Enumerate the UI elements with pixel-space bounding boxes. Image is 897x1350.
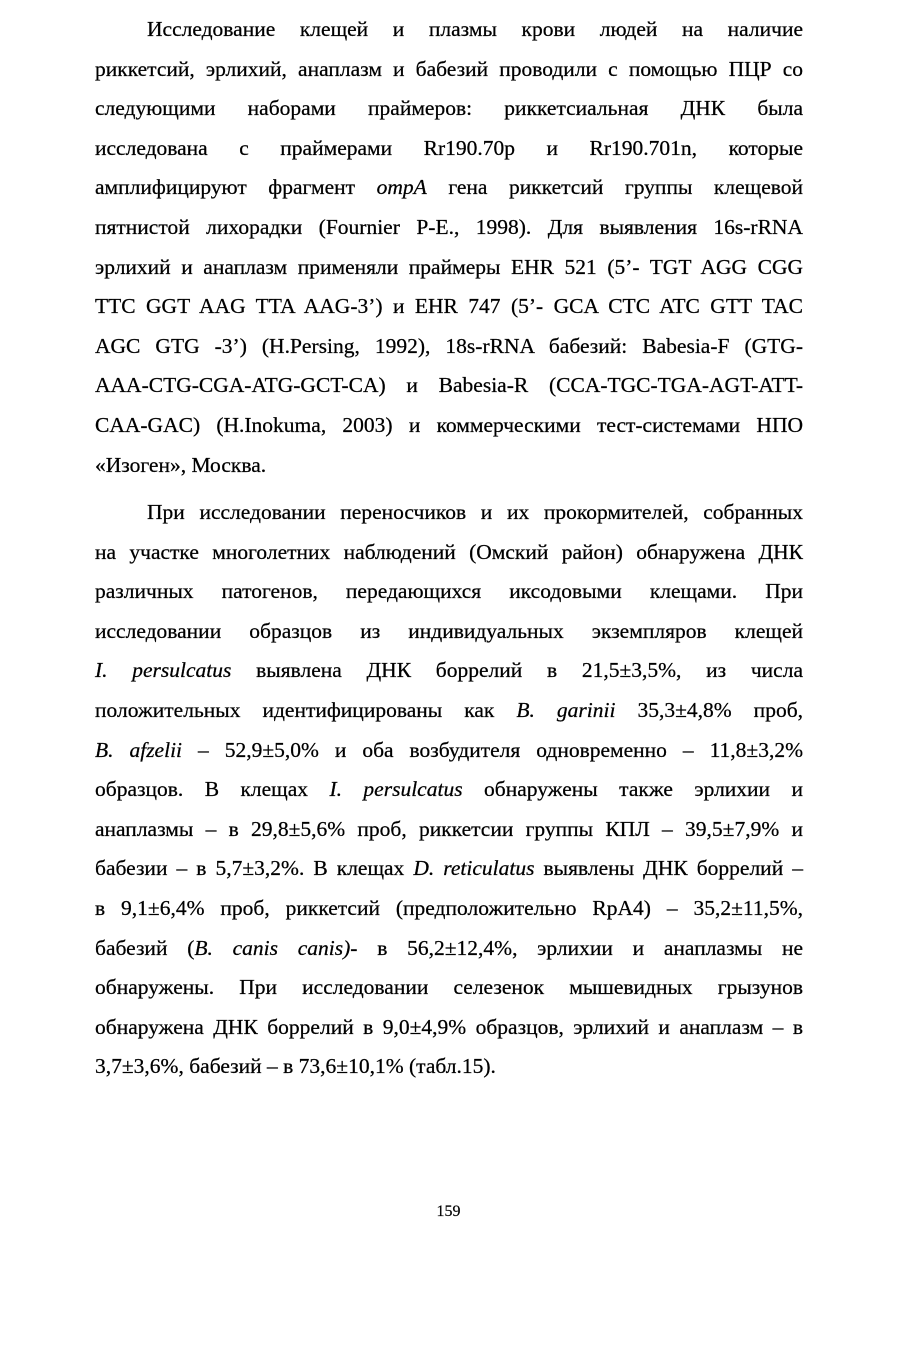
text-line: AAA-CTG-CGA-ATG-GCT-CA) и Babesia-R (CCA-TGC-TGA-AGT-ATT- (95, 373, 803, 398)
species-name-italic: I. persulcatus (329, 777, 463, 802)
text-line: исследована с праймерами Rr190.70p и Rr190.701n, которые (95, 135, 803, 160)
text-line (95, 168, 803, 208)
species-name-italic: I. persulcatus (95, 658, 232, 683)
species-name-italic: B. canis canis) (194, 935, 351, 960)
text-line (95, 849, 803, 889)
text-line: TTC GGT AAG TTA AAG-3’) и EHR 747 (5’- GCA CTC ATC GTT TAC (95, 294, 803, 319)
text-line: следующими наборами праймеров: риккетсиальная ДНК была (95, 96, 803, 121)
text-line: AGC GTG -3’) (H.Persing, 1992), 18s-rRNA бабезий: Babesia-F (GTG- (95, 333, 803, 358)
text-run: гена риккетсий группы клещевой (426, 175, 804, 200)
text-line: обнаружены. При исследовании селезенок мышевидных грызунов (95, 975, 803, 1000)
text-line: пятнистой лихорадки (Fournier P-E., 1998). Для выявления 16s-rRNA (95, 214, 803, 239)
text-line: в 9,1±6,4% проб, риккетсий (предположительно RpA4) – 35,2±11,5%, (95, 895, 803, 920)
text-run: бабезии – в 5,7±3,2%. В клещах (95, 856, 414, 881)
text-run: – 52,9±5,0% и оба возбудителя одновременно – 11,8±3,2% (182, 737, 804, 762)
text-run: положительных идентифицированы как (95, 697, 517, 722)
text-line: обнаружена ДНК боррелий в 9,0±4,9% образцов, эрлихий и анаплазм – в (95, 1014, 803, 1039)
text-line: на участке многолетних наблюдений (Омский район) обнаружена ДНК (95, 539, 803, 564)
text-line: Исследование клещей и плазмы крови людей на наличие (147, 17, 803, 41)
text-line: риккетсий, эрлихий, анаплазм и бабезий проводили с помощью ПЦР со (95, 56, 803, 81)
text-run: образцов. В клещах (95, 777, 330, 802)
text-line (95, 929, 803, 969)
text-line (95, 691, 803, 731)
text-run: бабезий ( (95, 935, 195, 960)
text-line: исследовании образцов из индивидуальных экземпляров клещей (95, 618, 803, 643)
text-line (95, 731, 803, 771)
species-name-italic: D. reticulatus (413, 856, 535, 881)
gene-name-italic: ompA (376, 175, 427, 200)
text-line: эрлихий и анаплазм применяли праймеры EHR 521 (5’- TGT AGG CGG (95, 254, 803, 279)
text-run: обнаружены также эрлихии и (462, 777, 803, 802)
text-run: выявлена ДНК боррелий в 21,5±3,5%, из числа (231, 658, 803, 683)
text-line: При исследовании переносчиков и их прокормителей, собранных (147, 500, 803, 524)
page-number: 159 (436, 1203, 461, 1220)
text-run: - в 56,2±12,4%, эрлихии и анаплазмы не (350, 935, 804, 960)
species-name-italic: B. afzelii (95, 737, 183, 762)
text-line: различных патогенов, передающихся иксодовыми клещами. При (95, 579, 803, 604)
paragraph-methods (95, 10, 803, 485)
paragraph-results (95, 493, 803, 1087)
text-run: 35,3±4,8% проб, (615, 697, 804, 722)
text-line: «Изоген», Москва. (95, 452, 267, 477)
text-line: 3,7±3,6%, бабезий – в 73,6±10,1% (табл.15). (95, 1054, 496, 1079)
text-run: выявлены ДНК боррелий – (534, 856, 803, 881)
text-line: анаплазмы – в 29,8±5,6% проб, риккетсии группы КПЛ – 39,5±7,9% и (95, 816, 803, 841)
text-line (95, 651, 803, 691)
text-run: амплифицируют фрагмент (95, 175, 377, 200)
text-line (95, 770, 803, 810)
species-name-italic: B. garinii (516, 697, 616, 722)
text-line: CAA-GAC) (H.Inokuma, 2003) и коммерческими тест-системами НПО (95, 412, 803, 437)
